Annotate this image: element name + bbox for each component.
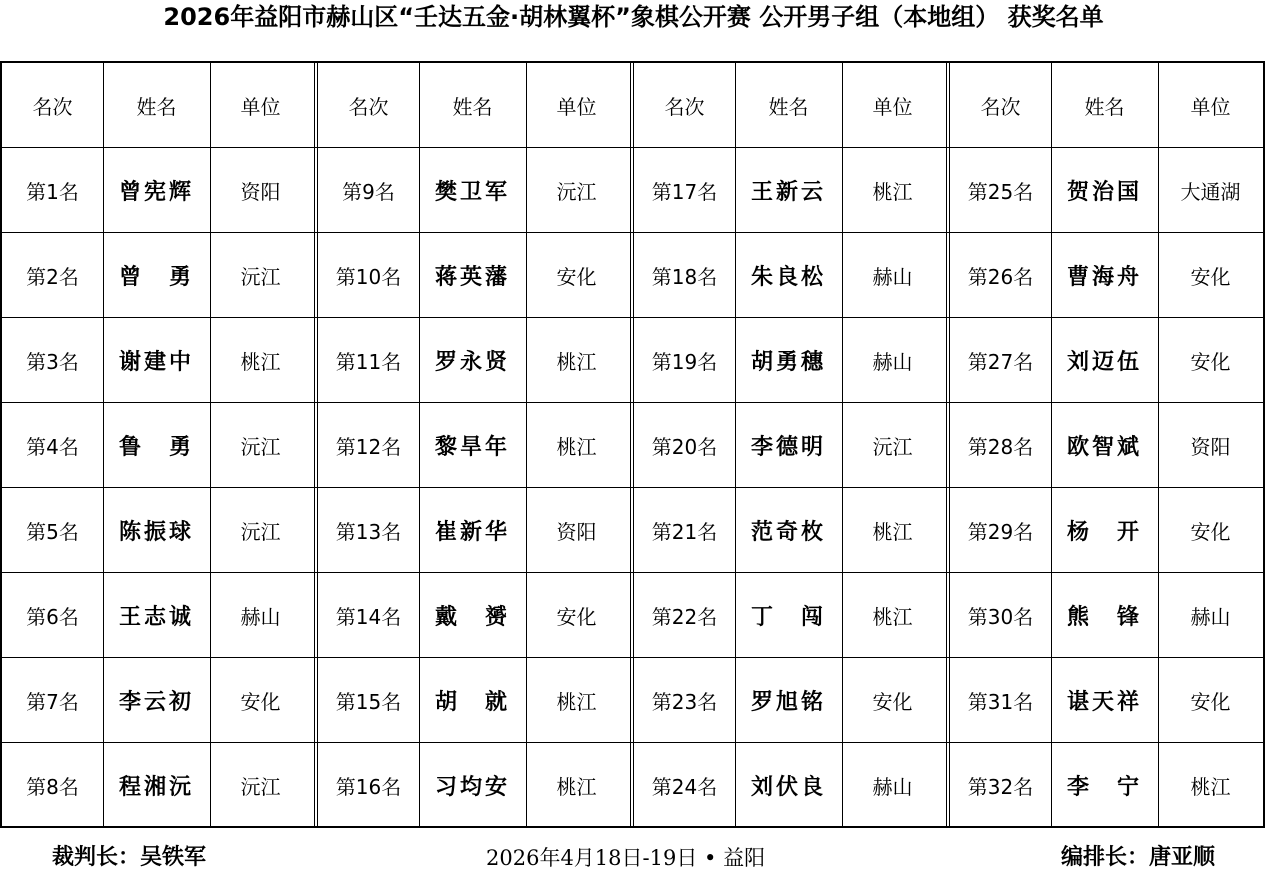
rank-cell: 第3名 [26,349,79,374]
rank-cell: 第18名 [651,264,718,289]
rank-cell: 第1名 [26,179,79,204]
rank-cell: 第13名 [335,519,402,544]
rank-cell: 第30名 [967,604,1034,629]
player-name-cell: 贺治国 [1066,178,1142,205]
unit-cell: 赫山 [872,349,913,374]
unit-cell: 赫山 [1190,604,1231,629]
player-name-cell: 杨 开 [1066,518,1142,545]
player-name-cell: 刘伏良 [750,773,826,800]
unit-cell: 桃江 [872,179,913,204]
rank-cell: 第7名 [26,689,79,714]
rank-cell: 第31名 [967,689,1034,714]
unit-cell: 安化 [1190,689,1231,714]
header-rank: 名次 [348,94,389,119]
player-name-cell: 胡勇穗 [750,348,826,375]
unit-cell: 桃江 [872,519,913,544]
player-name-cell: 陈振球 [118,518,194,545]
rank-cell: 第6名 [26,604,79,629]
header-name: 姓名 [136,94,177,119]
unit-cell: 桃江 [556,349,597,374]
player-name-cell: 谢建中 [118,348,194,375]
unit-cell: 安化 [556,604,597,629]
rank-cell: 第12名 [335,434,402,459]
unit-cell: 桃江 [240,349,281,374]
awards-table [0,61,1265,828]
player-name-cell: 王新云 [750,178,826,205]
unit-cell: 资阳 [556,519,597,544]
player-name-cell: 鲁 勇 [118,433,194,460]
group-divider [314,63,315,826]
rank-cell: 第25名 [967,179,1034,204]
chief-referee: 裁判长：吴铁军 [52,845,207,870]
rank-cell: 第15名 [335,689,402,714]
player-name-cell: 曾宪辉 [118,178,194,205]
unit-cell: 沅江 [556,179,597,204]
rank-cell: 第17名 [651,179,718,204]
rank-cell: 第10名 [335,264,402,289]
rank-cell: 第29名 [967,519,1034,544]
unit-cell: 沅江 [240,519,281,544]
rank-cell: 第23名 [651,689,718,714]
rank-cell: 第20名 [651,434,718,459]
player-name-cell: 李德明 [750,433,826,460]
player-name-cell: 曾 勇 [118,263,194,290]
player-name-cell: 李云初 [118,688,194,715]
header-unit: 单位 [872,94,913,119]
unit-cell: 桃江 [872,604,913,629]
player-name-cell: 熊 锋 [1066,603,1142,630]
player-name-cell: 崔新华 [434,518,510,545]
player-name-cell: 戴 赟 [434,603,510,630]
date-location: 2026年4月18日-19日 • 益阳 [486,846,766,870]
rank-cell: 第16名 [335,774,402,799]
rank-cell: 第8名 [26,774,79,799]
player-name-cell: 谌天祥 [1066,688,1142,715]
unit-cell: 安化 [1190,264,1231,289]
rank-cell: 第9名 [342,179,395,204]
rank-cell: 第2名 [26,264,79,289]
unit-cell: 安化 [556,264,597,289]
header-name: 姓名 [1084,94,1125,119]
player-name-cell: 刘迈伍 [1066,348,1142,375]
unit-cell: 安化 [872,689,913,714]
unit-cell: 资阳 [1190,434,1231,459]
group-divider [946,63,947,826]
unit-cell: 赫山 [240,604,281,629]
player-name-cell: 罗旭铭 [750,688,826,715]
group-divider [630,63,631,826]
player-name-cell: 范奇枚 [750,518,826,545]
player-name-cell: 王志诚 [118,603,194,630]
unit-cell: 沅江 [872,434,913,459]
header-rank: 名次 [980,94,1021,119]
header-name: 姓名 [768,94,809,119]
rank-cell: 第22名 [651,604,718,629]
player-name-cell: 樊卫军 [434,178,510,205]
unit-cell: 安化 [1190,349,1231,374]
player-name-cell: 胡 就 [434,688,510,715]
chief-arranger: 编排长：唐亚顺 [1060,845,1215,870]
rank-cell: 第21名 [651,519,718,544]
player-name-cell: 黎旱年 [434,433,510,460]
player-name-cell: 朱良松 [750,263,826,290]
player-name-cell: 曹海舟 [1066,263,1142,290]
unit-cell: 赫山 [872,264,913,289]
rank-cell: 第19名 [651,349,718,374]
page-title: 2026年益阳市赫山区“壬达五金·胡林翼杯”象棋公开赛 公开男子组（本地组） 获奖名单 [163,3,1104,31]
player-name-cell: 罗永贤 [434,348,510,375]
player-name-cell: 蒋英藩 [434,263,510,290]
rank-cell: 第26名 [967,264,1034,289]
rank-cell: 第28名 [967,434,1034,459]
unit-cell: 资阳 [240,179,281,204]
unit-cell: 沅江 [240,264,281,289]
player-name-cell: 程湘沅 [118,773,194,800]
rank-cell: 第32名 [967,774,1034,799]
header-rank: 名次 [32,94,73,119]
player-name-cell: 丁 闯 [750,603,826,630]
rank-cell: 第27名 [967,349,1034,374]
player-name-cell: 李 宁 [1066,773,1142,800]
header-unit: 单位 [556,94,597,119]
player-name-cell: 欧智斌 [1066,433,1142,460]
player-name-cell: 习均安 [434,773,510,800]
unit-cell: 桃江 [1190,774,1231,799]
unit-cell: 桃江 [556,689,597,714]
header-unit: 单位 [1190,94,1231,119]
rank-cell: 第14名 [335,604,402,629]
rank-cell: 第5名 [26,519,79,544]
unit-cell: 赫山 [872,774,913,799]
header-unit: 单位 [240,94,281,119]
unit-cell: 安化 [240,689,281,714]
unit-cell: 安化 [1190,519,1231,544]
header-rank: 名次 [664,94,705,119]
rank-cell: 第4名 [26,434,79,459]
header-name: 姓名 [452,94,493,119]
unit-cell: 沅江 [240,774,281,799]
unit-cell: 大通湖 [1180,179,1241,204]
rank-cell: 第24名 [651,774,718,799]
unit-cell: 桃江 [556,774,597,799]
rank-cell: 第11名 [335,349,402,374]
unit-cell: 沅江 [240,434,281,459]
unit-cell: 桃江 [556,434,597,459]
